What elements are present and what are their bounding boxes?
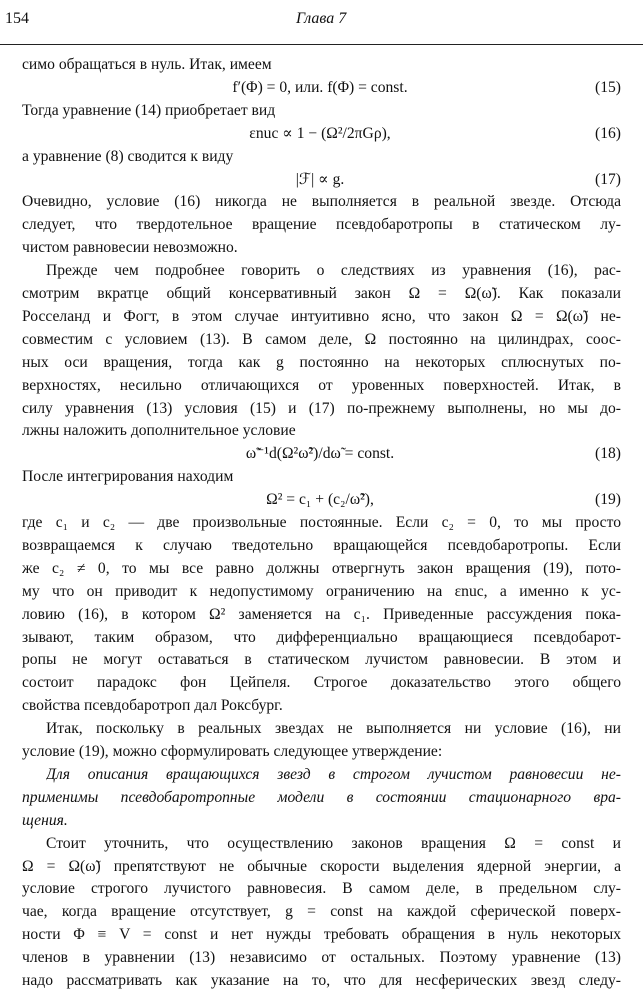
equation-17: |ℱ| ∝ g. bbox=[295, 170, 345, 188]
text-line: Тогда уравнение (14) приобретает вид bbox=[22, 101, 276, 119]
equation-18: ω̃⁻¹d(Ω²ω̃²)/dω̃ = const. bbox=[245, 445, 395, 463]
equation-number: (19) bbox=[595, 491, 621, 509]
text-line: чистом равновесии невозможно. bbox=[22, 239, 238, 257]
equation-16: εnuc ∝ 1 − (Ω²/2πGρ), bbox=[249, 124, 391, 142]
text-line: После интегрирования находим bbox=[22, 468, 234, 486]
page-number: 154 bbox=[5, 10, 29, 27]
text-line: Ω = Ω(ω̃) препятствуют не обычные скорости выделения ядерной энергии, а bbox=[22, 857, 621, 875]
text-line: Стоит уточнить, что осуществлению законов вращения Ω = const и bbox=[46, 834, 621, 852]
text-line: симо обращаться в нуль. Итак, имеем bbox=[22, 56, 272, 73]
text-line: условие строгого лучистого равновесия. В самом деле, в предельном слу- bbox=[22, 880, 621, 898]
text-line: ропы не могут оставаться в статическом лучистом равновесии. В этом и bbox=[22, 651, 621, 669]
text-line: чае, когда вращение отсутствует, g = const на каждой сферической поверх- bbox=[22, 903, 621, 921]
equation-number: (15) bbox=[595, 78, 621, 96]
text-line: состоит парадокс фон Цейпеля. Строгое доказательство этого общего bbox=[22, 674, 621, 692]
equation-15: f′(Φ) = 0, или. f(Φ) = const. bbox=[232, 78, 408, 96]
text-line: силу уравнения (13) условия (15) и (17) по-прежнему выполнены, но мы до- bbox=[22, 399, 621, 417]
text-line: возвращаемся к случаю тведотельно вращающейся псевдобаротропы. Если bbox=[22, 536, 621, 554]
text-line: лжны наложить дополнительное условие bbox=[22, 422, 296, 440]
header-rule bbox=[0, 44, 643, 45]
italic-line: щения. bbox=[22, 811, 68, 829]
text-line: же c₂ ≠ 0, то мы все равно должны отвергнуть закон вращения (19), пото- bbox=[22, 559, 621, 577]
text-line: ности Φ ≡ V = const и нет нужды требовать обращения в нуль некоторых bbox=[22, 926, 621, 944]
text-line: ных оси вращения, тогда как g постоянно на некоторых сплюснутых по- bbox=[22, 353, 621, 371]
page-header bbox=[0, 10, 643, 36]
equation-number: (17) bbox=[595, 170, 621, 188]
text-line: где c₁ и c₂ — две произвольные постоянные. Если c₂ = 0, то мы просто bbox=[22, 514, 621, 531]
text-line: Прежде чем подробнее говорить о следствиях из уравнения (16), рас- bbox=[46, 262, 621, 280]
text-line: ловию (16), в котором Ω² заменяется на c₁. Приведенные рассуждения пока- bbox=[22, 605, 621, 623]
text-line: зывают, таким образом, что дифференциально вращающиеся псевдобарот- bbox=[22, 628, 621, 646]
italic-line: применимы псевдобаротропные модели в состоянии стационарного вра- bbox=[22, 788, 621, 806]
chapter-title: Глава 7 bbox=[296, 10, 347, 27]
text-line: Итак, поскольку в реальных звездах не выполняется ни условие (16), ни bbox=[46, 720, 621, 738]
text-line: условие (19), можно сформулировать следующее утверждение: bbox=[22, 743, 443, 760]
text-line: Очевидно, условие (16) никогда не выполняется в реальной звезде. Отсюда bbox=[22, 193, 621, 211]
text-line: членов в уравнении (13) независимо от остальных. Поэтому уравнение (13) bbox=[22, 949, 621, 967]
text-line: Росселанд и Фогт, в этом случае интуитивно ясно, что закон Ω = Ω(ω̃) не- bbox=[22, 307, 621, 325]
text-line: следует, что твердотельное вращение псевдобаротропы в статическом лу- bbox=[22, 216, 621, 234]
italic-line: Для описания вращающихся звезд в строгом лучистом равновесии не- bbox=[46, 765, 621, 783]
equation-number: (18) bbox=[595, 445, 621, 463]
text-line: совместим с условием (13). В самом деле, Ω постоянно на цилиндрах, соос- bbox=[22, 330, 621, 348]
equation-19: Ω² = c₁ + (c₂/ω̃²), bbox=[266, 491, 374, 509]
text-line: му что он приводит к недопустимому ограничению на εnuc, а именно к ус- bbox=[22, 582, 621, 600]
text-line: смотрим вкратце общий консервативный закон Ω = Ω(ω̃). Как показали bbox=[22, 285, 621, 302]
text-line: а уравнение (8) сводится к виду bbox=[22, 147, 234, 165]
equation-number: (16) bbox=[595, 124, 621, 142]
text-line: свойства псевдобаротроп дал Роксбург. bbox=[22, 697, 283, 715]
text-line: верхностях, несильно отличающихся от уровенных поверхностей. Итак, в bbox=[22, 376, 621, 394]
text-line: надо рассматривать как указание на то, что для несферических звезд следу- bbox=[22, 972, 621, 989]
